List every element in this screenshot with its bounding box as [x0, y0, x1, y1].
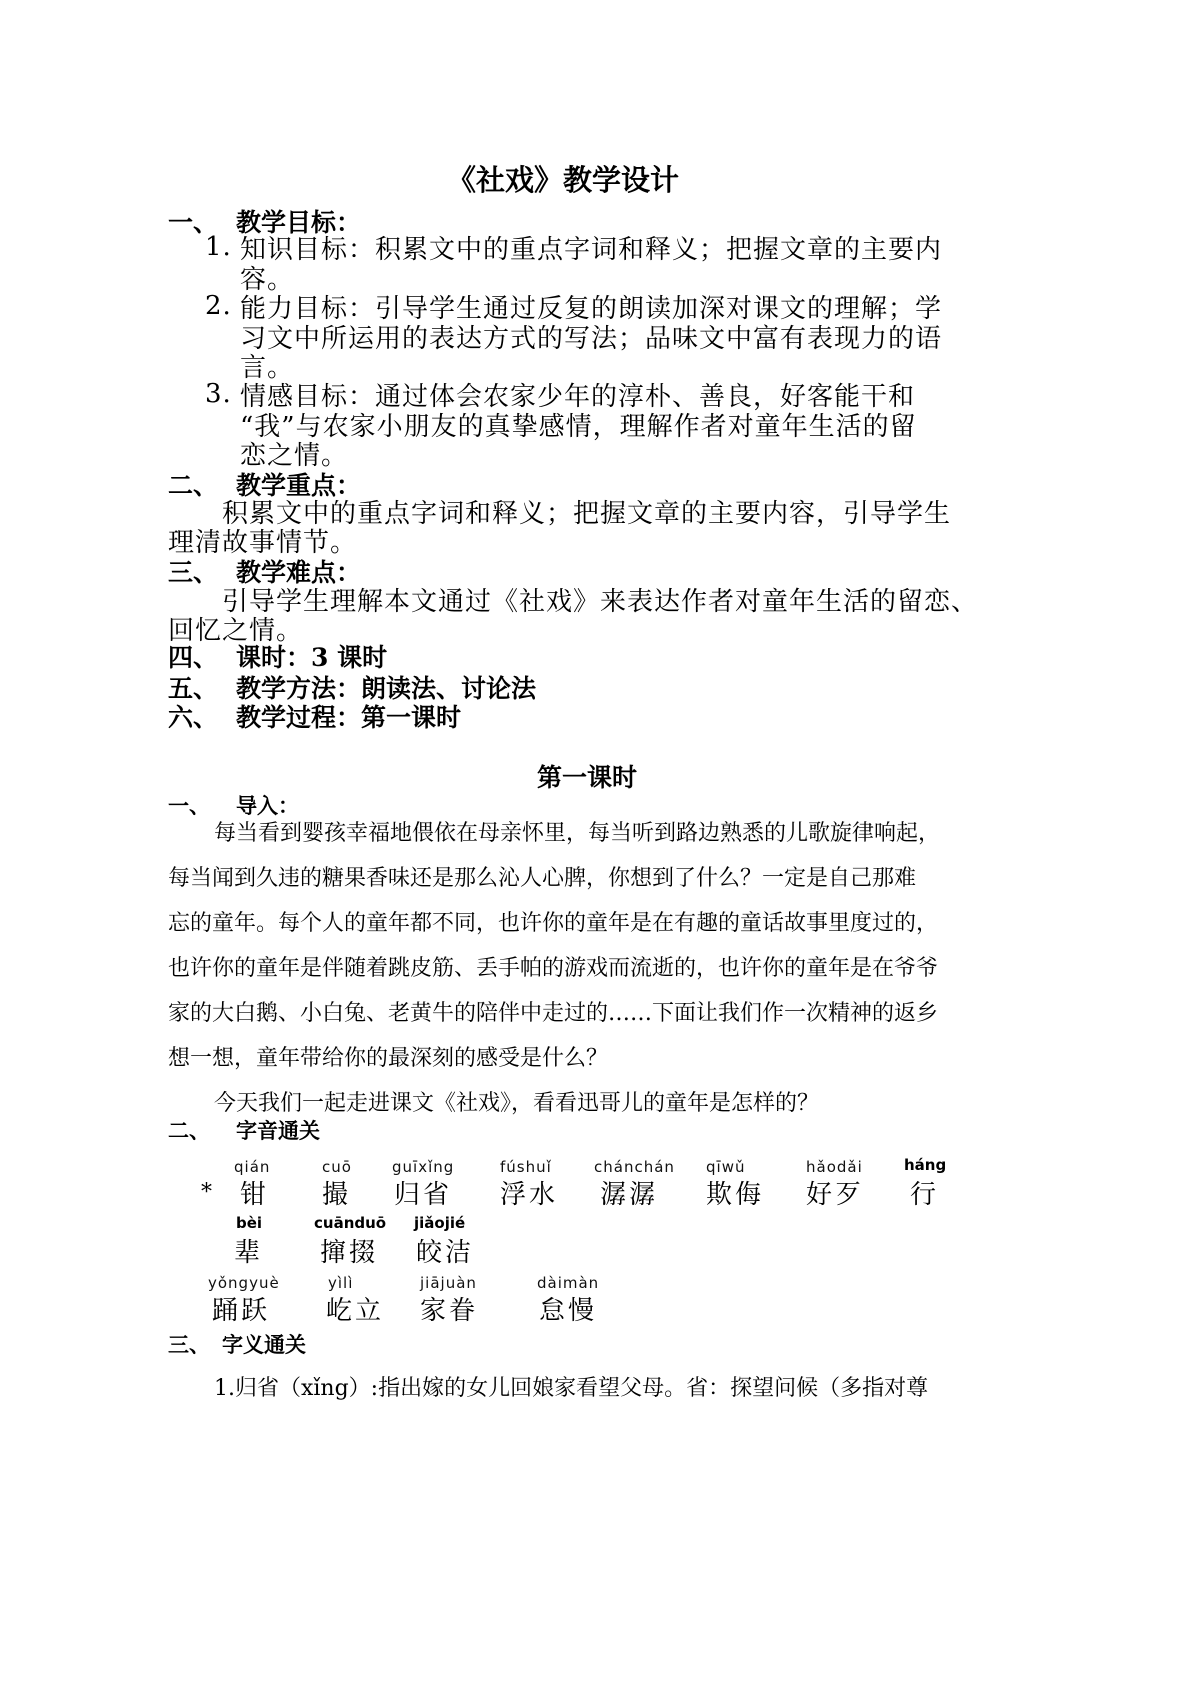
goal-3-line-1: 情感目标：通过体会农家少年的淳朴、善良，好客能干和 [240, 382, 916, 412]
hanzi-word: 钳 [240, 1180, 270, 1210]
goal-3-line-2: “我”与农家小朋友的真挚感情，理解作者对童年生活的留 [240, 412, 917, 442]
goal-2-line-1: 能力目标：引导学生通过反复的朗读加深对课文的理解；学 [240, 294, 943, 324]
goal-2-line-3: 言。 [240, 353, 295, 383]
section-2-line-2: 理清故事情节。 [168, 528, 358, 558]
section-4-number: 四、 [168, 643, 219, 672]
goal-2-number: 2. [205, 291, 232, 321]
hanzi-word: 浮水 [500, 1180, 559, 1210]
goal-3-line-3: 恋之情。 [240, 441, 349, 471]
section-3-line-2: 回忆之情。 [168, 616, 304, 646]
section-2-line-1: 积累文中的重点字词和释义；把握文章的主要内容，引导学生 [222, 499, 952, 529]
hanzi-word: 踊跃 [212, 1296, 271, 1326]
goal-1-number: 1. [205, 232, 232, 262]
pinyin: cuō [322, 1158, 352, 1176]
section-2-number: 二、 [168, 471, 219, 500]
pinyin: yǒngyuè [208, 1274, 280, 1292]
intro-line-6: 想一想，童年带给你的最深刻的感受是什么？ [168, 1046, 609, 1071]
hanzi-word: 辈 [234, 1238, 264, 1268]
section-2-heading: 教学重点： [236, 471, 362, 500]
section-6-heading: 教学过程：第一课时 [236, 703, 462, 732]
goal-2-line-2: 习文中所运用的表达方式的写法；品味文中富有表现力的语 [240, 324, 943, 354]
section-5-number: 五、 [168, 674, 219, 703]
hanzi-word: 怠慢 [539, 1296, 598, 1326]
hanzi-word: 家眷 [420, 1296, 479, 1326]
star-marker: * [201, 1180, 212, 1205]
pinyin: cuānduō [314, 1214, 387, 1232]
intro-line-3: 忘的童年。每个人的童年都不同，也许你的童年是在有趣的童话故事里度过的， [168, 911, 939, 936]
pinyin: qián [234, 1158, 271, 1176]
section-3-line-1: 引导学生理解本文通过《社戏》来表达作者对童年生活的留恋、 [222, 587, 979, 617]
pinyin: bèi [236, 1214, 263, 1232]
hanzi-word: 归省 [394, 1180, 453, 1210]
page-title: 《社戏》教学设计 [447, 163, 680, 197]
section-4-heading: 课时：3 课时 [236, 643, 388, 672]
hanzi-word: 撮 [322, 1180, 352, 1210]
pinyin: guīxǐng [392, 1158, 455, 1176]
intro-line-7: 今天我们一起走进课文《社戏》，看看迅哥儿的童年是怎样的？ [214, 1091, 820, 1116]
intro-number: 一、 [168, 793, 210, 818]
intro-heading: 导入： [236, 793, 299, 818]
goal-3-number: 3. [205, 379, 232, 409]
pinyin: háng [904, 1156, 947, 1174]
pron-number: 二、 [168, 1118, 210, 1143]
section-3-number: 三、 [168, 558, 219, 587]
pinyin: yìlì [328, 1274, 354, 1292]
pinyin: jiājuàn [420, 1274, 477, 1292]
hanzi-word: 屹立 [326, 1296, 385, 1326]
hanzi-word: 皎洁 [416, 1238, 475, 1268]
goal-1-line-1: 知识目标：积累文中的重点字词和释义；把握文章的主要内 [240, 235, 943, 265]
pinyin: fúshuǐ [500, 1158, 552, 1176]
pron-heading: 字音通关 [236, 1118, 320, 1143]
hanzi-word: 潺潺 [600, 1180, 659, 1210]
pinyin: chánchán [594, 1158, 675, 1176]
goal-1-line-2: 容。 [240, 265, 295, 295]
lesson-title: 第一课时 [537, 763, 638, 792]
hanzi-word: 撺掇 [320, 1238, 379, 1268]
intro-line-2: 每当闻到久违的糖果香味还是那么沁人心脾，你想到了什么？一定是自己那难 [168, 866, 917, 891]
hanzi-word: 欺侮 [706, 1180, 765, 1210]
meaning-number: 三、 [168, 1332, 210, 1357]
intro-line-4: 也许你的童年是伴随着跳皮筋、丢手帕的游戏而流逝的，也许你的童年是在爷爷 [168, 956, 939, 981]
hanzi-word: 好歹 [806, 1180, 865, 1210]
section-5-heading: 教学方法：朗读法、讨论法 [236, 674, 537, 703]
section-1-number: 一、 [168, 208, 219, 237]
section-6-number: 六、 [168, 703, 219, 732]
section-3-heading: 教学难点： [236, 558, 362, 587]
section-1-heading: 教学目标： [236, 208, 362, 237]
intro-line-1: 每当看到婴孩幸福地偎依在母亲怀里，每当听到路边熟悉的儿歌旋律响起， [214, 821, 941, 846]
pinyin: qīwǔ [706, 1158, 746, 1176]
hanzi-word: 行 [910, 1180, 940, 1210]
meaning-item-1: 1.归省（xǐng）:指出嫁的女儿回娘家看望父母。省：探望问候（多指对尊 [214, 1376, 929, 1401]
intro-line-5: 家的大白鹅、小白兔、老黄牛的陪伴中走过的……下面让我们作一次精神的返乡 [168, 1001, 939, 1026]
pinyin: jiǎojié [414, 1214, 466, 1232]
pinyin: dàimàn [537, 1274, 600, 1292]
pinyin: hǎodǎi [806, 1158, 863, 1176]
meaning-heading: 字义通关 [222, 1332, 306, 1357]
